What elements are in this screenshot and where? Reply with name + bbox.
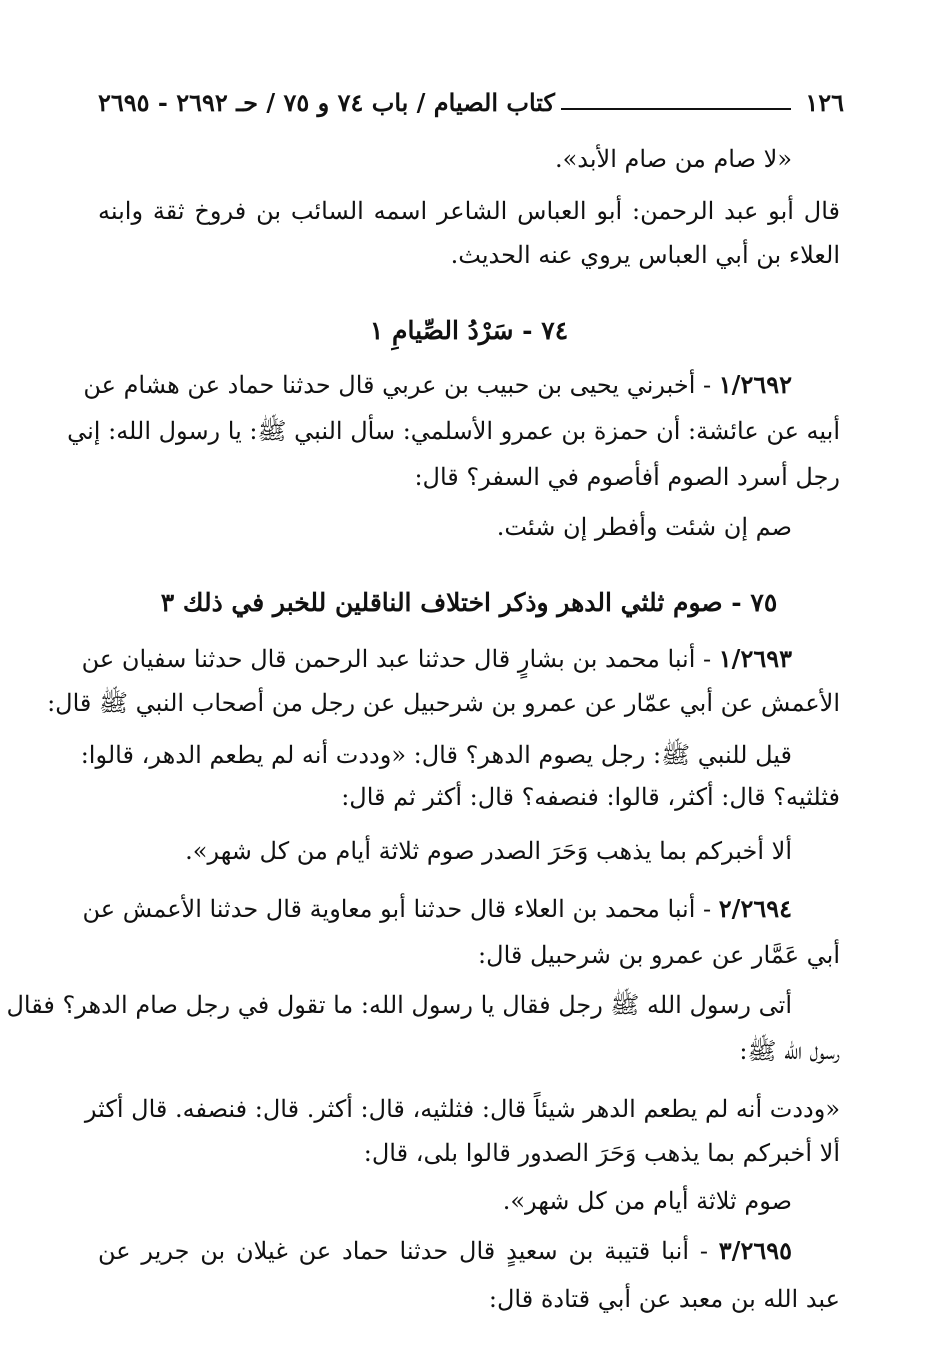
hadith-text: - أنبا محمد بن بشارٍ قال حدثنا عبد الرحمن قال حدثنا سفيان عن: [81, 645, 719, 673]
text-line: رجل أسرد الصوم أفأصوم في السفر؟ قال:: [414, 463, 840, 491]
hadith-text: - أنبا قتيبة بن سعيدٍ قال حدثنا حماد عن غيلان بن جرير عن: [98, 1237, 719, 1265]
hadith-line: [83, 368, 792, 402]
hadith-text: - أنبا محمد بن العلاء قال حدثنا أبو معاوية قال حدثنا الأعمش عن: [82, 895, 719, 923]
text-line: العلاء بن أبي العباس يروي عنه الحديث.: [450, 241, 840, 269]
hadith-number: ١/٢٦٩٣: [718, 644, 792, 673]
text-line: عبد الله بن معبد عن أبي قتادة قال:: [488, 1285, 840, 1313]
text-line: صم إن شئت وأفطر إن شئت.: [496, 513, 792, 541]
text-line: ألا أخبركم بما يذهب وَحَرَ الصدر صوم ثلاثة أيام من كل شهر».: [185, 837, 792, 865]
text-line: أبي عَمَّار عن عمرو بن شرحبيل قال:: [478, 941, 840, 969]
hadith-number: ٣/٢٦٩٥: [718, 1236, 792, 1265]
text-line: فثلثيه؟ قال: أكثر، قالوا: فنصفه؟ قال: أكثر ثم قال:: [341, 783, 840, 811]
hadith-text: - أخبرني يحيى بن حبيب بن عربي قال حدثنا حماد عن هشام عن: [83, 371, 719, 399]
text-line: أتى رسول الله ﷺ رجل فقال يا رسول الله: ما تقول في رجل صام الدهر؟ فقال: [6, 991, 792, 1019]
text-line: «وددت أنه لم يطعم الدهر شيئاً قال: فثلثيه، قال: أكثر. قال: فنصفه. قال أكثر: [84, 1095, 840, 1123]
text-line: قيل للنبي ﷺ: رجل يصوم الدهر؟ قال: «وددت أنه لم يطعم الدهر، قالوا:: [80, 741, 792, 769]
hadith-line: [98, 1234, 792, 1268]
page-header: [98, 82, 844, 118]
page-number: ١٢٦: [805, 88, 844, 117]
text-line: الأعمش عن أبي عمّار عن عمرو بن شرحبيل عن رجل من أصحاب النبي ﷺ قال:: [47, 689, 840, 717]
text-line: قال أبو عبد الرحمن: أبو العباس الشاعر اسمه السائب بن فروخ ثقة وابنه: [98, 197, 840, 225]
section-heading: ٧٤ - سَرْدُ الصِّيامِ ١: [369, 316, 569, 345]
hadith-line: [81, 642, 792, 676]
section-heading: ٧٥ - صوم ثلثي الدهر وذكر اختلاف الناقلين للخبر في ذلك ٣: [160, 588, 778, 617]
hadith-line: [82, 892, 792, 926]
running-title: كتاب الصيام / باب ٧٤ و ٧٥ / حـ ٢٦٩٢ - ٢٦٩٥: [98, 88, 555, 117]
hadith-number: ١/٢٦٩٢: [718, 370, 792, 399]
text-line: ألا أخبركم بما يذهب وَحَرَ الصدور قالوا بلى، قال:: [363, 1139, 840, 1167]
text-line: «لا صام من صام الأبد».: [554, 145, 792, 173]
hadith-number: ٢/٢٦٩٤: [718, 894, 792, 923]
header-rule: [561, 108, 791, 110]
text-line: رسول الله ﷺ:: [739, 1037, 840, 1065]
text-line: صوم ثلاثة أيام من كل شهر».: [502, 1187, 792, 1215]
text-line: أبيه عن عائشة: أن حمزة بن عمرو الأسلمي: سأل النبي ﷺ: يا رسول الله: إني: [67, 417, 840, 445]
